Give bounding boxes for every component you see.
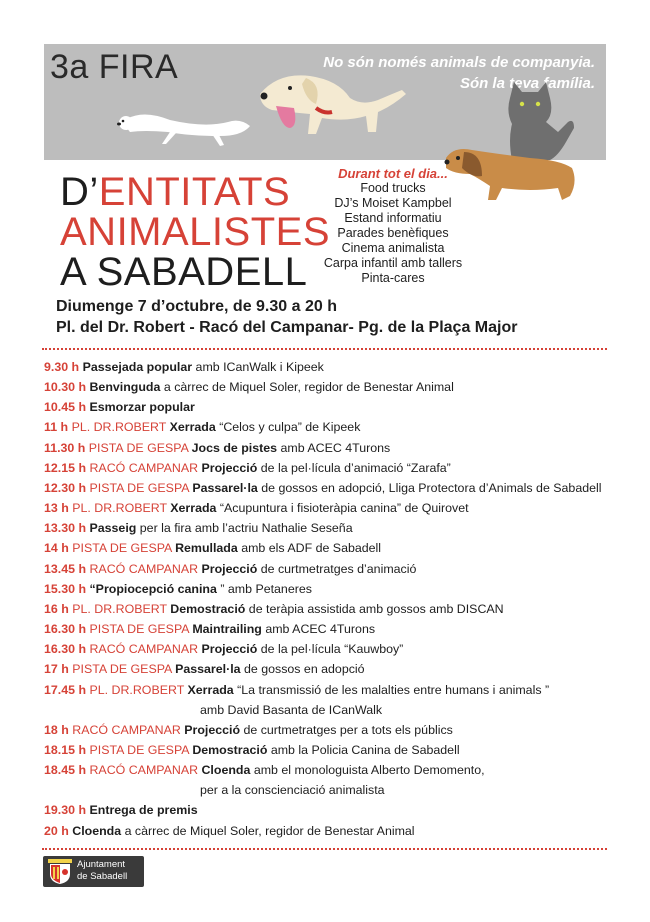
schedule-row [44, 659, 614, 679]
schedule-location: PISTA DE GESPA [89, 622, 189, 637]
schedule-location: PISTA DE GESPA [89, 742, 189, 757]
schedule-activity: Passejada popular [82, 360, 193, 374]
schedule-row [44, 821, 614, 841]
schedule-activity: Demostració [170, 601, 246, 616]
event-date: Diumenge 7 d’octubre, de 9.30 a 20 h [56, 298, 337, 315]
schedule-description: per la fira amb l’actriu Nathalie Seseña [139, 521, 353, 536]
schedule-location: PL. DR.ROBERT [71, 420, 167, 435]
schedule-activity: Projecció [201, 460, 258, 475]
schedule-description: amb la Policia Canina de Sabadell [270, 742, 460, 757]
schedule-time: 11.30 h [44, 440, 86, 455]
schedule-activity: Jocs de pistes [191, 440, 278, 455]
logo-line-2: de Sabadell [77, 871, 128, 882]
crest-icon [46, 858, 74, 885]
schedule-row [44, 397, 614, 417]
schedule-location: PISTA DE GESPA [72, 541, 172, 556]
schedule-list [44, 357, 614, 841]
schedule-location: PL. DR.ROBERT [72, 501, 167, 516]
dog-icon [260, 75, 406, 134]
schedule-row [44, 579, 614, 599]
schedule-time: 20 h [44, 823, 69, 838]
schedule-location: RACÓ CAMPANAR [89, 561, 199, 576]
title-line-1 [60, 170, 290, 214]
schedule-row [44, 498, 614, 518]
schedule-activity: “Propiocepció canina [89, 581, 217, 596]
ferret-icon [117, 114, 250, 146]
schedule-description: de la pel·lícula d’animació “Zarafa” [260, 460, 451, 475]
schedule-time: 13 h [44, 501, 69, 516]
schedule-description: amb els ADF de Sabadell [241, 541, 382, 556]
schedule-activity: Demostració [192, 742, 268, 757]
schedule-description: de curtmetratges d’animació [260, 561, 417, 576]
schedule-time: 12.30 h [44, 480, 87, 495]
schedule-location: PISTA DE GESPA [88, 440, 189, 455]
schedule-row [44, 377, 614, 397]
schedule-description: a càrrec de Miquel Soler, regidor de Benestar Animal [124, 823, 415, 838]
all-day-heading: Durant tot el dia... [338, 166, 448, 181]
schedule-time: 16 h [44, 601, 69, 616]
schedule-activity: Xerrada [170, 501, 217, 516]
title-line-2: ANIMALISTES [60, 210, 331, 254]
schedule-description: amb ACEC 4Turons [265, 622, 376, 637]
schedule-activity: Entrega de premis [89, 803, 198, 818]
schedule-row [44, 357, 614, 377]
schedule-row [44, 780, 614, 800]
schedule-row [44, 478, 614, 498]
schedule-time: 12.15 h [44, 460, 87, 475]
schedule-activity: Projecció [184, 722, 241, 737]
schedule-time: 17.45 h [44, 682, 87, 697]
schedule-time: 15.30 h [44, 581, 87, 596]
schedule-location: PISTA DE GESPA [89, 480, 189, 495]
schedule-location: PISTA DE GESPA [72, 662, 172, 677]
logo-line-1: Ajuntament [77, 859, 126, 870]
schedule-description: a càrrec de Miquel Soler, regidor de Benestar Animal [163, 380, 454, 395]
fira-number: 3a FIRA [50, 48, 179, 86]
schedule-description: de gossos en adopció [244, 662, 365, 677]
schedule-activity: Benvinguda [89, 380, 161, 395]
logo-text [77, 859, 127, 883]
schedule-activity: Remullada [175, 541, 238, 556]
divider-top [42, 348, 607, 350]
slogan-line-2: Són la teva família. [459, 75, 595, 92]
schedule-activity: Passarel·la [175, 662, 241, 677]
schedule-description: de curtmetratges per a tots els públics [243, 722, 453, 737]
slogan-line-1: No són només animals de companyia. [323, 54, 595, 71]
all-day-item: Cinema animalista [341, 241, 445, 255]
schedule-row [44, 518, 614, 538]
divider-bottom [42, 848, 607, 850]
title-entitats: ENTITATS [98, 170, 291, 214]
schedule-time: 14 h [44, 541, 69, 556]
all-day-box [318, 166, 468, 286]
schedule-time: 11 h [44, 420, 69, 435]
schedule-time: 16.30 h [44, 622, 87, 637]
all-day-item: DJ’s Moiset Kampbel [334, 196, 452, 210]
schedule-row [44, 740, 614, 760]
all-day-item: Food trucks [360, 181, 426, 195]
schedule-row [44, 559, 614, 579]
schedule-location: RACÓ CAMPANAR [89, 642, 199, 657]
schedule-activity: Cloenda [201, 763, 251, 778]
schedule-row [44, 619, 614, 639]
schedule-description: amb ICanWalk i Kipeek [195, 360, 324, 374]
all-day-item: Carpa infantil amb tallers [323, 256, 463, 270]
schedule-row [44, 800, 614, 820]
schedule-row [44, 680, 614, 700]
all-day-item: Pinta-cares [361, 271, 425, 285]
schedule-time: 19.30 h [44, 803, 87, 818]
schedule-row [44, 760, 614, 780]
schedule-time: 10.30 h [44, 380, 87, 395]
schedule-description: de la pel·lícula “Kauwboy” [260, 642, 404, 657]
schedule-location: RACÓ CAMPANAR [72, 722, 181, 737]
schedule-row [44, 700, 614, 720]
schedule-activity: Xerrada [187, 682, 234, 697]
schedule-time: 13.30 h [44, 521, 87, 536]
schedule-activity: Cloenda [72, 823, 122, 838]
schedule-row [44, 417, 614, 437]
schedule-activity: Esmorzar popular [89, 400, 195, 415]
schedule-time: 18 h [44, 722, 69, 737]
schedule-activity: Projecció [201, 561, 258, 576]
schedule-description: de gossos en adopció, Lliga Protectora d’Animals de Sabadell [261, 480, 602, 495]
schedule-activity: Maintrailing [192, 622, 262, 637]
schedule-description: ” amb Petaneres [220, 581, 312, 596]
schedule-location: PL. DR.ROBERT [89, 682, 185, 697]
schedule-description: amb el monologuista Alberto Demomento, [253, 763, 485, 778]
schedule-location: RACÓ CAMPANAR [89, 763, 199, 778]
schedule-row [44, 538, 614, 558]
schedule-description: “La transmissió de les malalties entre humans i animals ” [237, 682, 550, 697]
schedule-activity: Xerrada [169, 420, 216, 435]
schedule-continuation: per a la conscienciació animalista [200, 783, 385, 798]
schedule-location: RACÓ CAMPANAR [89, 460, 199, 475]
ajuntament-logo [43, 856, 144, 887]
schedule-continuation: amb David Basanta de ICanWalk [200, 702, 383, 717]
schedule-row [44, 458, 614, 478]
schedule-row [44, 599, 614, 619]
schedule-row [44, 639, 614, 659]
title-line-3: A SABADELL [60, 250, 308, 294]
all-day-item: Estand informatiu [344, 211, 442, 225]
schedule-activity: Passeig [89, 521, 137, 536]
schedule-activity: Projecció [201, 642, 258, 657]
schedule-time: 16.30 h [44, 642, 87, 657]
schedule-time: 10.45 h [44, 400, 87, 415]
schedule-description: amb ACEC 4Turons [280, 440, 391, 455]
schedule-time: 18.45 h [44, 763, 87, 778]
all-day-item: Parades benèfiques [337, 226, 449, 240]
schedule-description: “Celos y culpa” de Kipeek [219, 420, 361, 435]
schedule-description: “Acupuntura i fisioteràpia canina” de Quirovet [219, 501, 469, 516]
schedule-description: de teràpia assistida amb gossos amb DISCAN [248, 601, 504, 616]
schedule-row [44, 438, 614, 458]
schedule-time: 13.45 h [44, 561, 87, 576]
title-prefix: D’ [60, 170, 99, 214]
schedule-time: 18.15 h [44, 742, 87, 757]
schedule-time: 9.30 h [44, 360, 80, 374]
cat-icon [508, 82, 574, 160]
schedule-row [44, 720, 614, 740]
schedule-time: 17 h [44, 662, 69, 677]
schedule-activity: Passarel·la [192, 480, 258, 495]
event-location: Pl. del Dr. Robert - Racó del Campanar- Pg. de la Plaça Major [56, 319, 518, 336]
schedule-location: PL. DR.ROBERT [72, 601, 167, 616]
